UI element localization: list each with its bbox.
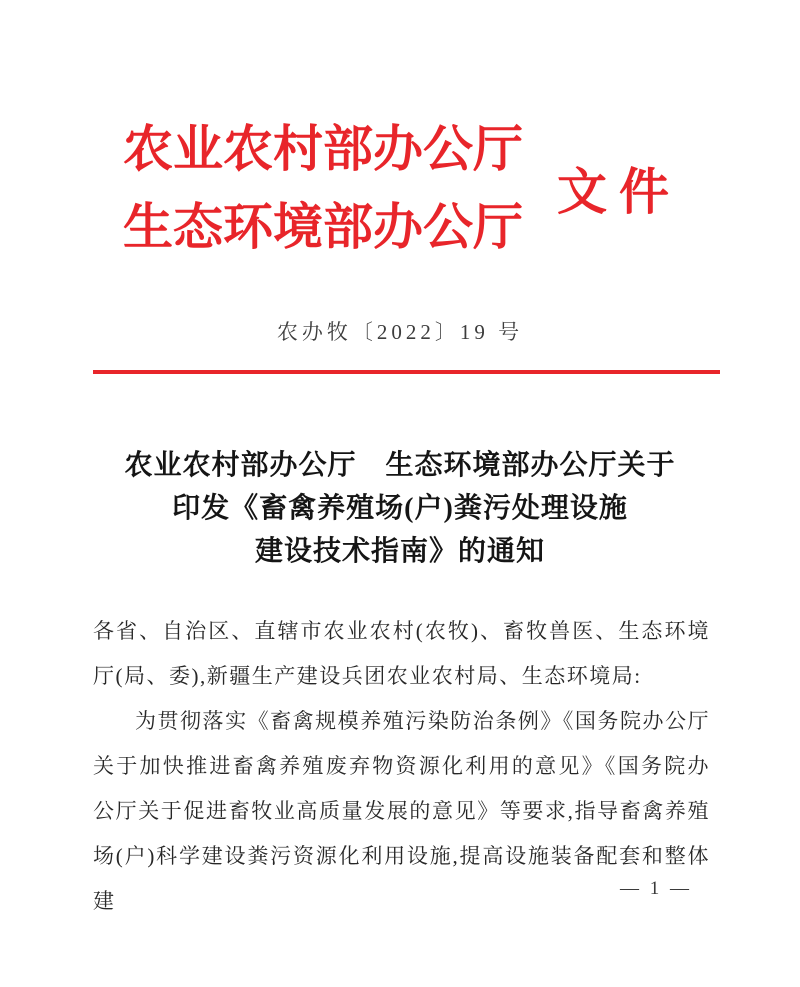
document-body xyxy=(93,609,710,924)
letterhead xyxy=(0,0,800,266)
red-separator-line xyxy=(93,370,720,374)
salutation: 各省、自治区、直辖市农业农村(农牧)、畜牧兽医、生态环境厅(局、委),新疆生产建设兵团农业农村局、生态环境局: xyxy=(93,619,710,688)
issuer-name-line-1: 农业农村部办公厅 xyxy=(123,121,523,177)
issuer-name-line-2: 生态环境部办公厅 xyxy=(123,199,523,255)
document-type-label: 文件 xyxy=(557,164,681,220)
document-title-line-2: 印发《畜禽养殖场(户)粪污处理设施 xyxy=(172,493,628,524)
document-title-line-1: 农业农村部办公厅 生态环境部办公厅关于 xyxy=(124,450,676,481)
issuer-names xyxy=(123,110,523,266)
document-title-line-3: 建设技术指南》的通知 xyxy=(254,536,545,567)
document-number: 农办牧〔2022〕19 号 xyxy=(276,320,524,344)
body-paragraph: 为贯彻落实《畜禽规模养殖污染防治条例》《国务院办公厅关于加快推进畜禽养殖废弃物资源化利用的意见》《国务院办公厅关于促进畜牧业高质量发展的意见》等要求,指导畜禽养殖场(户)科学建设粪污资源化利用设施,提高设施装备配套和整体建 xyxy=(93,709,710,913)
page-number: — 1 — xyxy=(620,878,692,899)
document-title xyxy=(0,444,800,573)
